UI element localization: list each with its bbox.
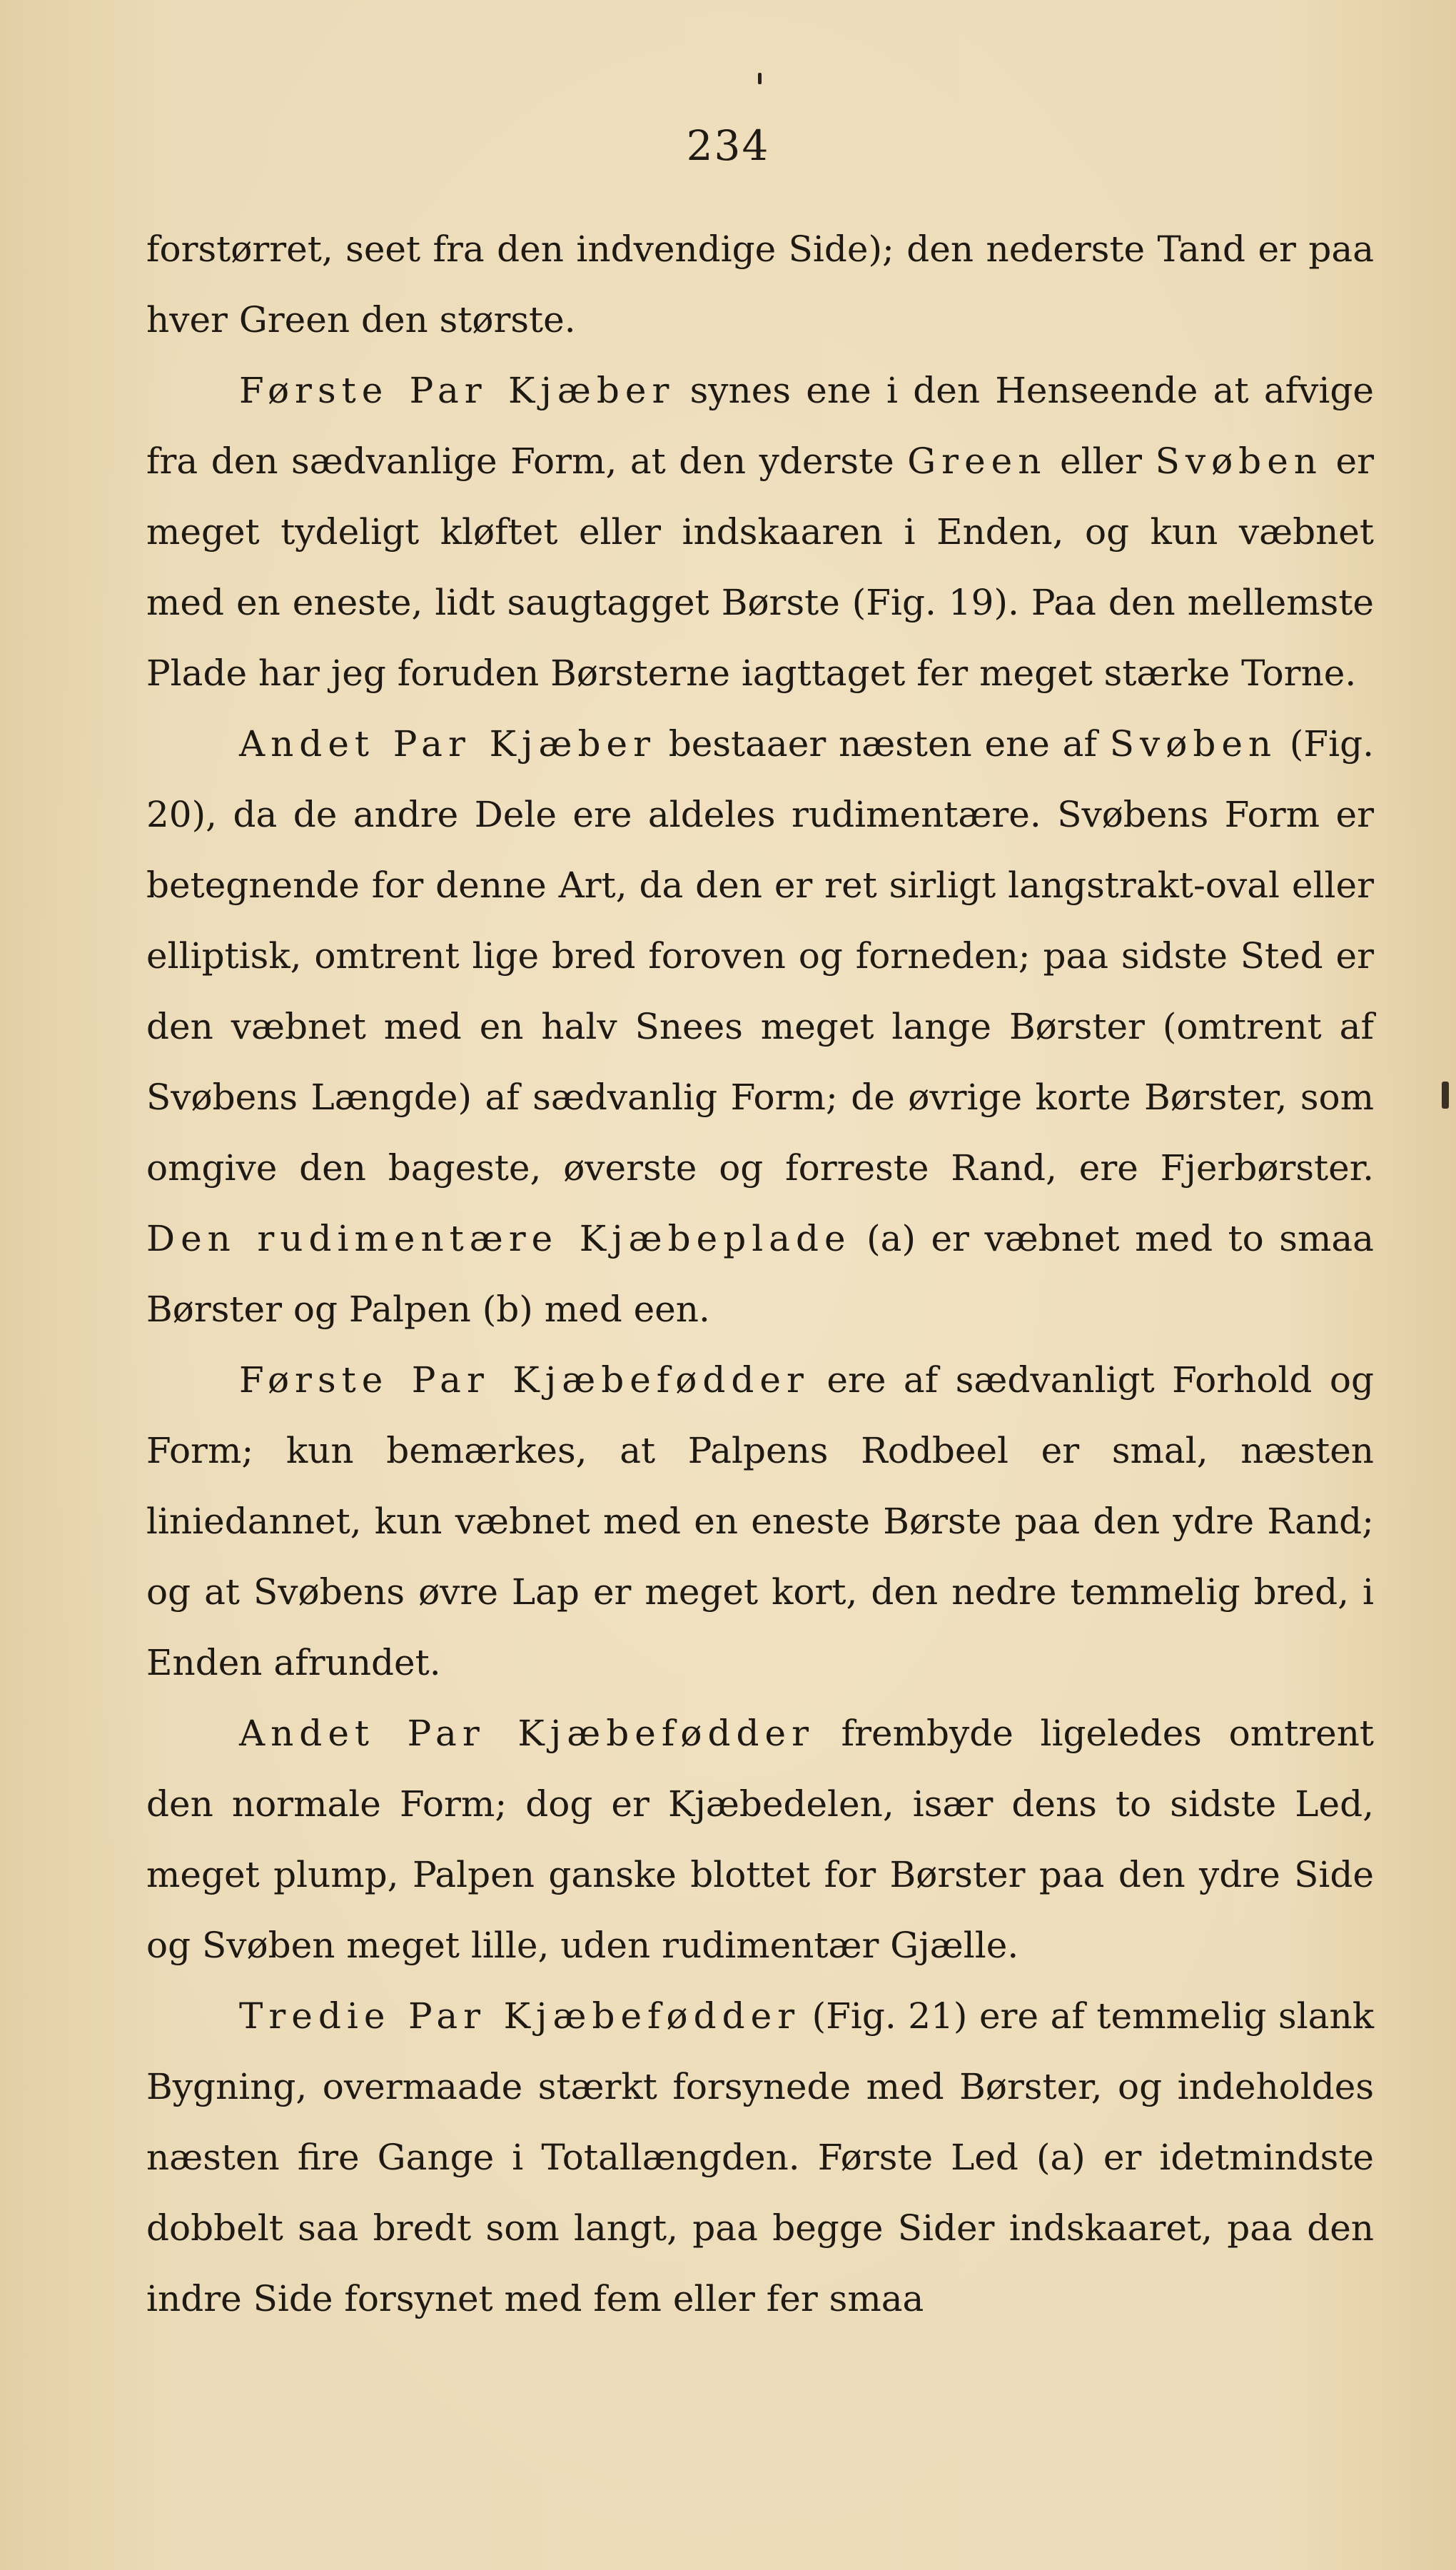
page-number: 234 (686, 121, 770, 170)
emphasized-term: Green (907, 440, 1047, 482)
text-run: synes ene i den Henseende at afvige fra den sædvanlige Form, at den yderste (146, 370, 1374, 482)
emphasized-term: Andet Par Kjæber (239, 723, 656, 765)
text-run: er meget tydeligt kløftet eller indskaaren i Enden, og kun væbnet med en eneste, lidt saugtagget Børste (Fig. 19). Paa den mellemste Plade har jeg foruden Børsterne iagttaget fer meget stærke Torne. (146, 440, 1374, 694)
emphasized-term: Den rudimentære Kjæbeplade (146, 1218, 851, 1259)
body-text (146, 214, 1374, 2334)
emphasized-term: Svøben (1109, 723, 1278, 765)
paragraph (146, 1698, 1374, 1981)
emphasized-term: Første Par Kjæber (239, 370, 675, 411)
emphasized-term: Tredie Par Kjæbefødder (239, 1995, 801, 2037)
emphasized-term: Første Par Kjæbefødder (239, 1359, 809, 1401)
ink-speck (758, 73, 762, 84)
text-run: bestaaer næsten ene af (656, 723, 1110, 765)
paragraph (146, 1345, 1374, 1698)
paragraph (146, 356, 1374, 709)
paragraph (146, 709, 1374, 1345)
text-run: frembyde ligeledes omtrent den normale Form; dog er Kjæbedelen, især dens to sidste Led, meget plump, Palpen ganske blottet for Børster paa den ydre Side og Svøben meget lille, uden rudimentær Gjælle. (146, 1713, 1375, 1966)
margin-mark (1442, 1082, 1449, 1109)
text-run: (Fig. 21) ere af temmelig slank Bygning, overmaade stærkt forsynede med Børster, og indeholdes næsten fire Gange i Totallængden. Første Led (a) er idetmindste dobbelt saa bredt som langt, paa begge Sider indskaaret, paa den indre Side forsynet med fem eller fer smaa (146, 1995, 1374, 2319)
text-run: forstørret, seet fra den indvendige Side); den nederste Tand er paa hver Green den største. (146, 228, 1374, 341)
paragraph (146, 1981, 1374, 2334)
text-run: ere af sædvanligt Forhold og Form; kun bemærkes, at Palpens Rodbeel er smal, næsten liniedannet, kun væbnet med en eneste Børste paa den ydre Rand; og at Svøbens øvre Lap er meget kort, den nedre temmelig bred, i Enden afrundet. (146, 1359, 1374, 1683)
text-run: (a) er væbnet med to smaa Børster og Palpen (b) med een. (146, 1218, 1374, 1330)
text-run: (Fig. 20), da de andre Dele ere aldeles rudimentære. Svøbens Form er betegnende for denne Art, da den er ret sirligt langstrakt-oval eller elliptisk, omtrent lige bred foroven og forneden; paa sidste Sted er den væbnet med en halv Snees meget lange Børster (omtrent af Svøbens Længde) af sædvanlig Form; de øvrige korte Børster, som omgive den bageste, øverste og forreste Rand, ere Fjerbørster. (146, 723, 1374, 1189)
emphasized-term: Andet Par Kjæbefødder (239, 1713, 814, 1754)
emphasized-term: Svøben (1155, 440, 1323, 482)
text-run: eller (1046, 440, 1156, 482)
paragraph (146, 214, 1374, 356)
